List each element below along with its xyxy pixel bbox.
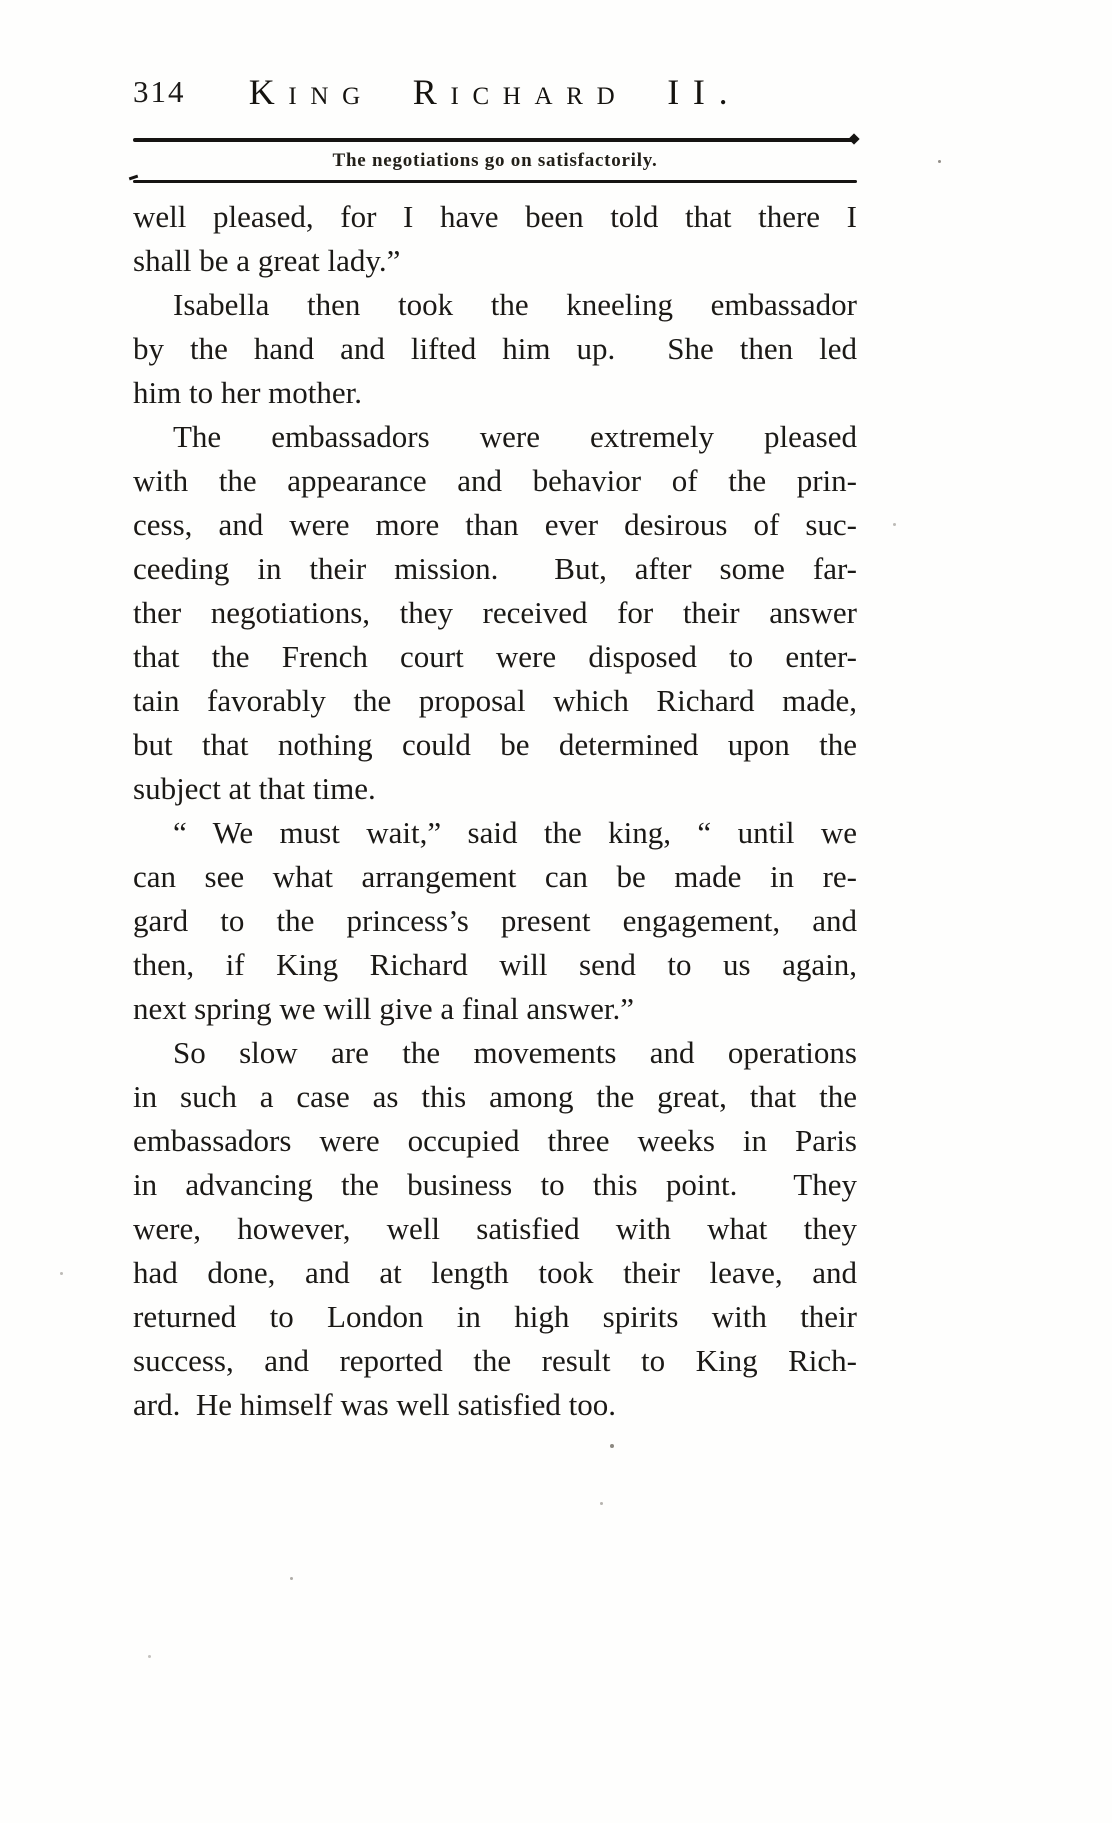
text-line: that the French court were disposed to enter- <box>133 639 857 674</box>
text-line: had done, and at length took their leave, and <box>133 1255 857 1290</box>
text-line: by the hand and lifted him up. She then led <box>133 331 857 366</box>
text-line: ard. He himself was well satisfied too. <box>133 1387 616 1422</box>
body-text <box>133 195 857 1427</box>
text-line: next spring we will give a final answer.” <box>133 991 635 1026</box>
text-line: him to her mother. <box>133 375 363 410</box>
running-title: King Richard II. <box>248 72 742 112</box>
text-line: but that nothing could be determined upon the <box>133 727 857 762</box>
scan-speck <box>60 1272 63 1275</box>
text-line: So slow are the movements and operations <box>173 1035 857 1070</box>
scan-speck <box>893 523 896 526</box>
paragraph <box>133 1031 857 1427</box>
text-line: ther negotiations, they received for their answer <box>133 595 857 630</box>
scan-speck <box>148 1655 151 1658</box>
text-line: “ We must wait,” said the king, “ until we <box>173 815 857 850</box>
text-line: shall be a great lady.” <box>133 243 401 278</box>
page-header <box>133 70 857 114</box>
text-line: in advancing the business to this point. They <box>133 1167 857 1202</box>
rule-end-tick <box>129 175 138 181</box>
rule-end-tick <box>848 133 859 144</box>
text-line: cess, and were more than ever desirous of suc- <box>133 507 857 542</box>
paragraph <box>133 811 857 1031</box>
text-line: tain favorably the proposal which Richard made, <box>133 683 857 718</box>
page-number: 314 <box>133 74 186 109</box>
section-caption: The negotiations go on satisfactorily. <box>332 150 658 171</box>
text-line: were, however, well satisfied with what they <box>133 1211 857 1246</box>
paragraph <box>133 415 857 811</box>
scan-speck <box>938 160 941 163</box>
text-line: ceeding in their mission. But, after some far- <box>133 551 857 586</box>
scan-speck <box>290 1577 293 1580</box>
text-line: success, and reported the result to King Rich- <box>133 1343 857 1378</box>
text-line: Isabella then took the kneeling embassador <box>173 287 857 322</box>
scan-speck <box>600 1502 603 1505</box>
text-column <box>133 70 857 1427</box>
text-line: can see what arrangement can be made in re- <box>133 859 857 894</box>
text-line: with the appearance and behavior of the prin- <box>133 463 857 498</box>
header-rule-top <box>133 138 857 142</box>
text-line: well pleased, for I have been told that there I <box>133 199 857 234</box>
text-line: gard to the princess’s present engagement, and <box>133 903 857 938</box>
paragraph <box>133 283 857 415</box>
paragraph <box>133 195 857 283</box>
text-line: subject at that time. <box>133 771 376 806</box>
header-rule-bottom <box>133 180 857 183</box>
scan-speck <box>610 1444 614 1448</box>
text-line: The embassadors were extremely pleased <box>173 419 857 454</box>
text-line: then, if King Richard will send to us again, <box>133 947 857 982</box>
text-line: in such a case as this among the great, that the <box>133 1079 857 1114</box>
text-line: embassadors were occupied three weeks in Paris <box>133 1123 857 1158</box>
text-line: returned to London in high spirits with their <box>133 1299 857 1334</box>
